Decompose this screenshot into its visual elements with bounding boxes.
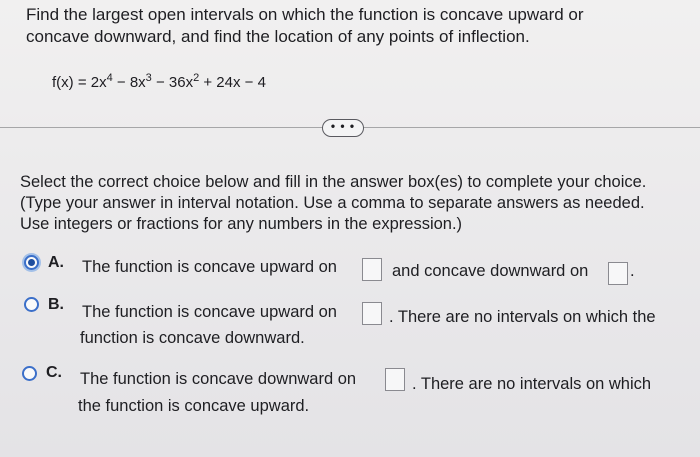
more-button[interactable]: • • • <box>322 119 364 137</box>
option-a-text-1: The function is concave upward on <box>82 258 337 276</box>
option-a-text-3: . <box>630 262 635 280</box>
option-b-answer-box[interactable] <box>362 302 382 325</box>
question-text <box>26 4 584 48</box>
function-term: f(x) = 2x <box>52 74 107 91</box>
option-a-downward-answer-box[interactable] <box>608 262 628 285</box>
option-c-text-2: . There are no intervals on which <box>412 375 652 393</box>
option-c-letter: C. <box>46 364 62 381</box>
function-term: − 8x <box>112 74 146 91</box>
option-b-text-1: The function is concave upward on <box>82 303 337 321</box>
option-b-radio[interactable] <box>24 297 39 312</box>
function-expression <box>52 72 266 91</box>
question-line-1: Find the largest open intervals on which the function is concave upward or <box>26 5 584 24</box>
option-a-radio[interactable] <box>24 255 39 270</box>
option-a-letter: A. <box>48 254 64 271</box>
option-c-text-1: The function is concave downward on <box>80 370 357 388</box>
function-exponent: 3 <box>145 72 152 84</box>
question-line-2: concave downward, and find the location of any points of inflection. <box>26 27 530 46</box>
option-c-text-3: the function is concave upward. <box>78 397 310 415</box>
option-b-letter: B. <box>48 296 64 313</box>
instructions-line-3: Use integers or fractions for any numbers in the expression.) <box>20 215 463 233</box>
function-term: + 24x − 4 <box>199 74 266 91</box>
instructions-line-2: (Type your answer in interval notation. Use a comma to separate answers as needed. <box>20 194 645 212</box>
option-b-text-2: . There are no intervals on which the <box>389 308 656 326</box>
instructions-line-1: Select the correct choice below and fill in the answer box(es) to complete your choice. <box>20 173 647 191</box>
option-a-text-2: and concave downward on <box>392 262 589 280</box>
instructions-text <box>20 172 700 235</box>
option-b-text-3: function is concave downward. <box>80 329 305 347</box>
function-exponent: 2 <box>193 72 200 84</box>
function-exponent: 4 <box>106 72 113 84</box>
option-c-answer-box[interactable] <box>385 368 405 391</box>
function-term: − 36x <box>151 74 194 91</box>
option-c-radio[interactable] <box>22 366 37 381</box>
option-a-upward-answer-box[interactable] <box>362 258 382 281</box>
